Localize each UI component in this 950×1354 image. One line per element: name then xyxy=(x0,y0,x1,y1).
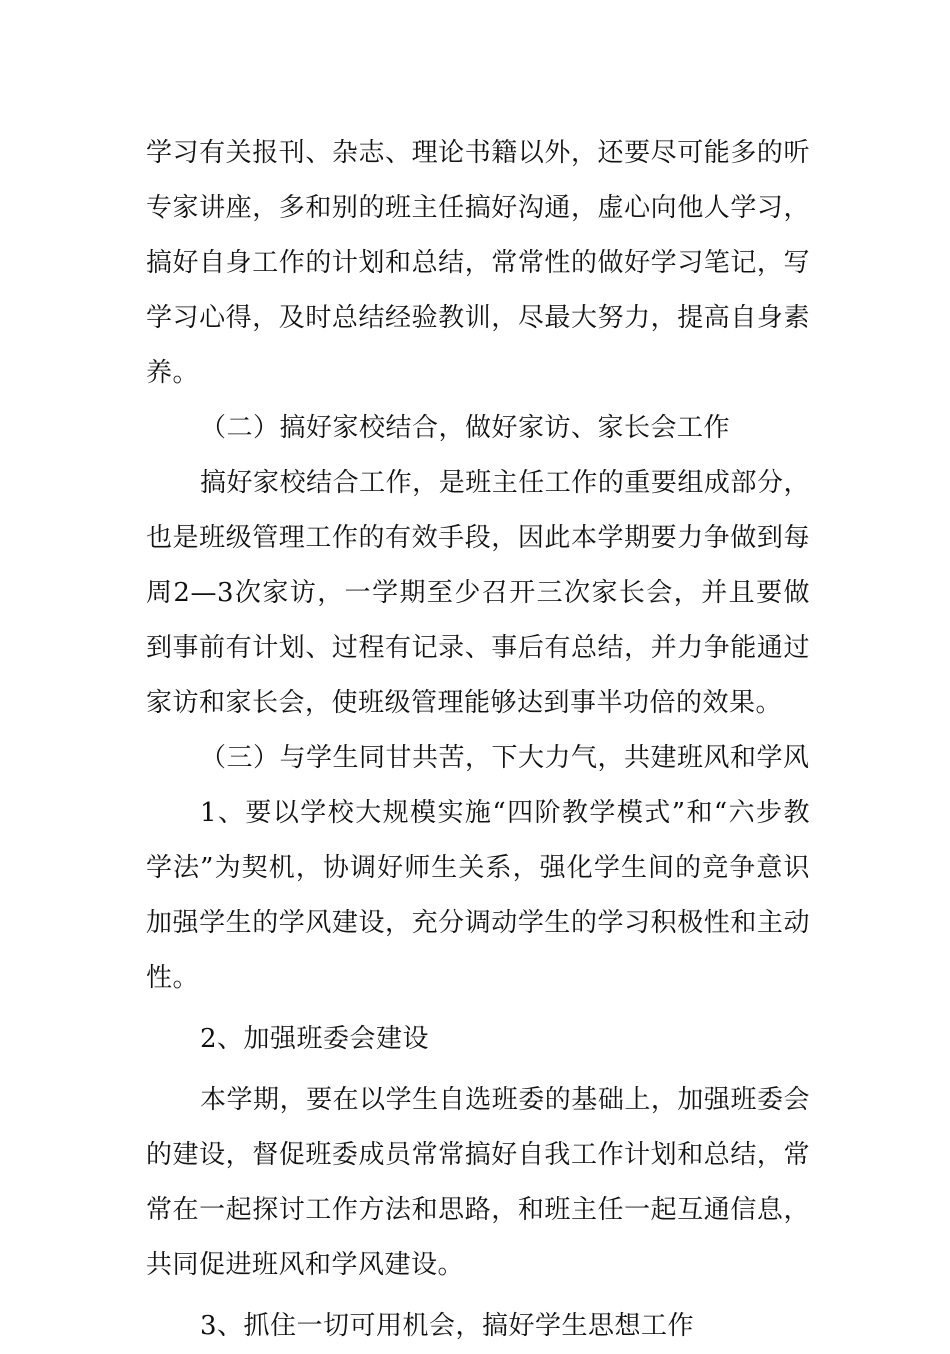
paragraph-home-school: 搞好家校结合工作，是班主任工作的重要组成部分，也是班级管理工作的有效手段，因此本学期要力争做到每周2—3次家访，一学期至少召开三次家长会，并且要做到事前有计划、过程有记录、事后有总结，并力争能通过家访和家长会，使班级管理能够达到事半功倍的效果。 xyxy=(146,468,810,718)
document-body xyxy=(146,126,810,1354)
section-heading-three: （三）与学生同甘共苦，下大力气，共建班风和学风 xyxy=(200,743,810,773)
sub-heading-ideological-work: 3、抓住一切可用机会，搞好学生思想工作 xyxy=(200,1311,695,1341)
sub-heading-class-committee: 2、加强班委会建设 xyxy=(200,1024,430,1054)
paragraph-teaching-model: 1、要以学校大规模实施“四阶教学模式”和“六步教学法”为契机，协调好师生关系，强化学生间的竞争意识加强学生的学风建设，充分调动学生的学习积极性和主动性。 xyxy=(146,798,810,993)
paragraph-continued: 学习有关报刊、杂志、理论书籍以外，还要尽可能多的听专家讲座，多和别的班主任搞好沟通，虚心向他人学习，搞好自身工作的计划和总结，常常性的做好学习笔记，写学习心得，及时总结经验教训，尽最大努力，提高自身素养。 xyxy=(146,138,810,388)
paragraph-class-committee: 本学期，要在以学生自选班委的基础上，加强班委会的建设，督促班委成员常常搞好自我工作计划和总结，常常在一起探讨工作方法和思路，和班主任一起互通信息，共同促进班风和学风建设。 xyxy=(146,1085,810,1280)
section-heading-two: （二）搞好家校结合，做好家访、家长会工作 xyxy=(200,413,731,443)
